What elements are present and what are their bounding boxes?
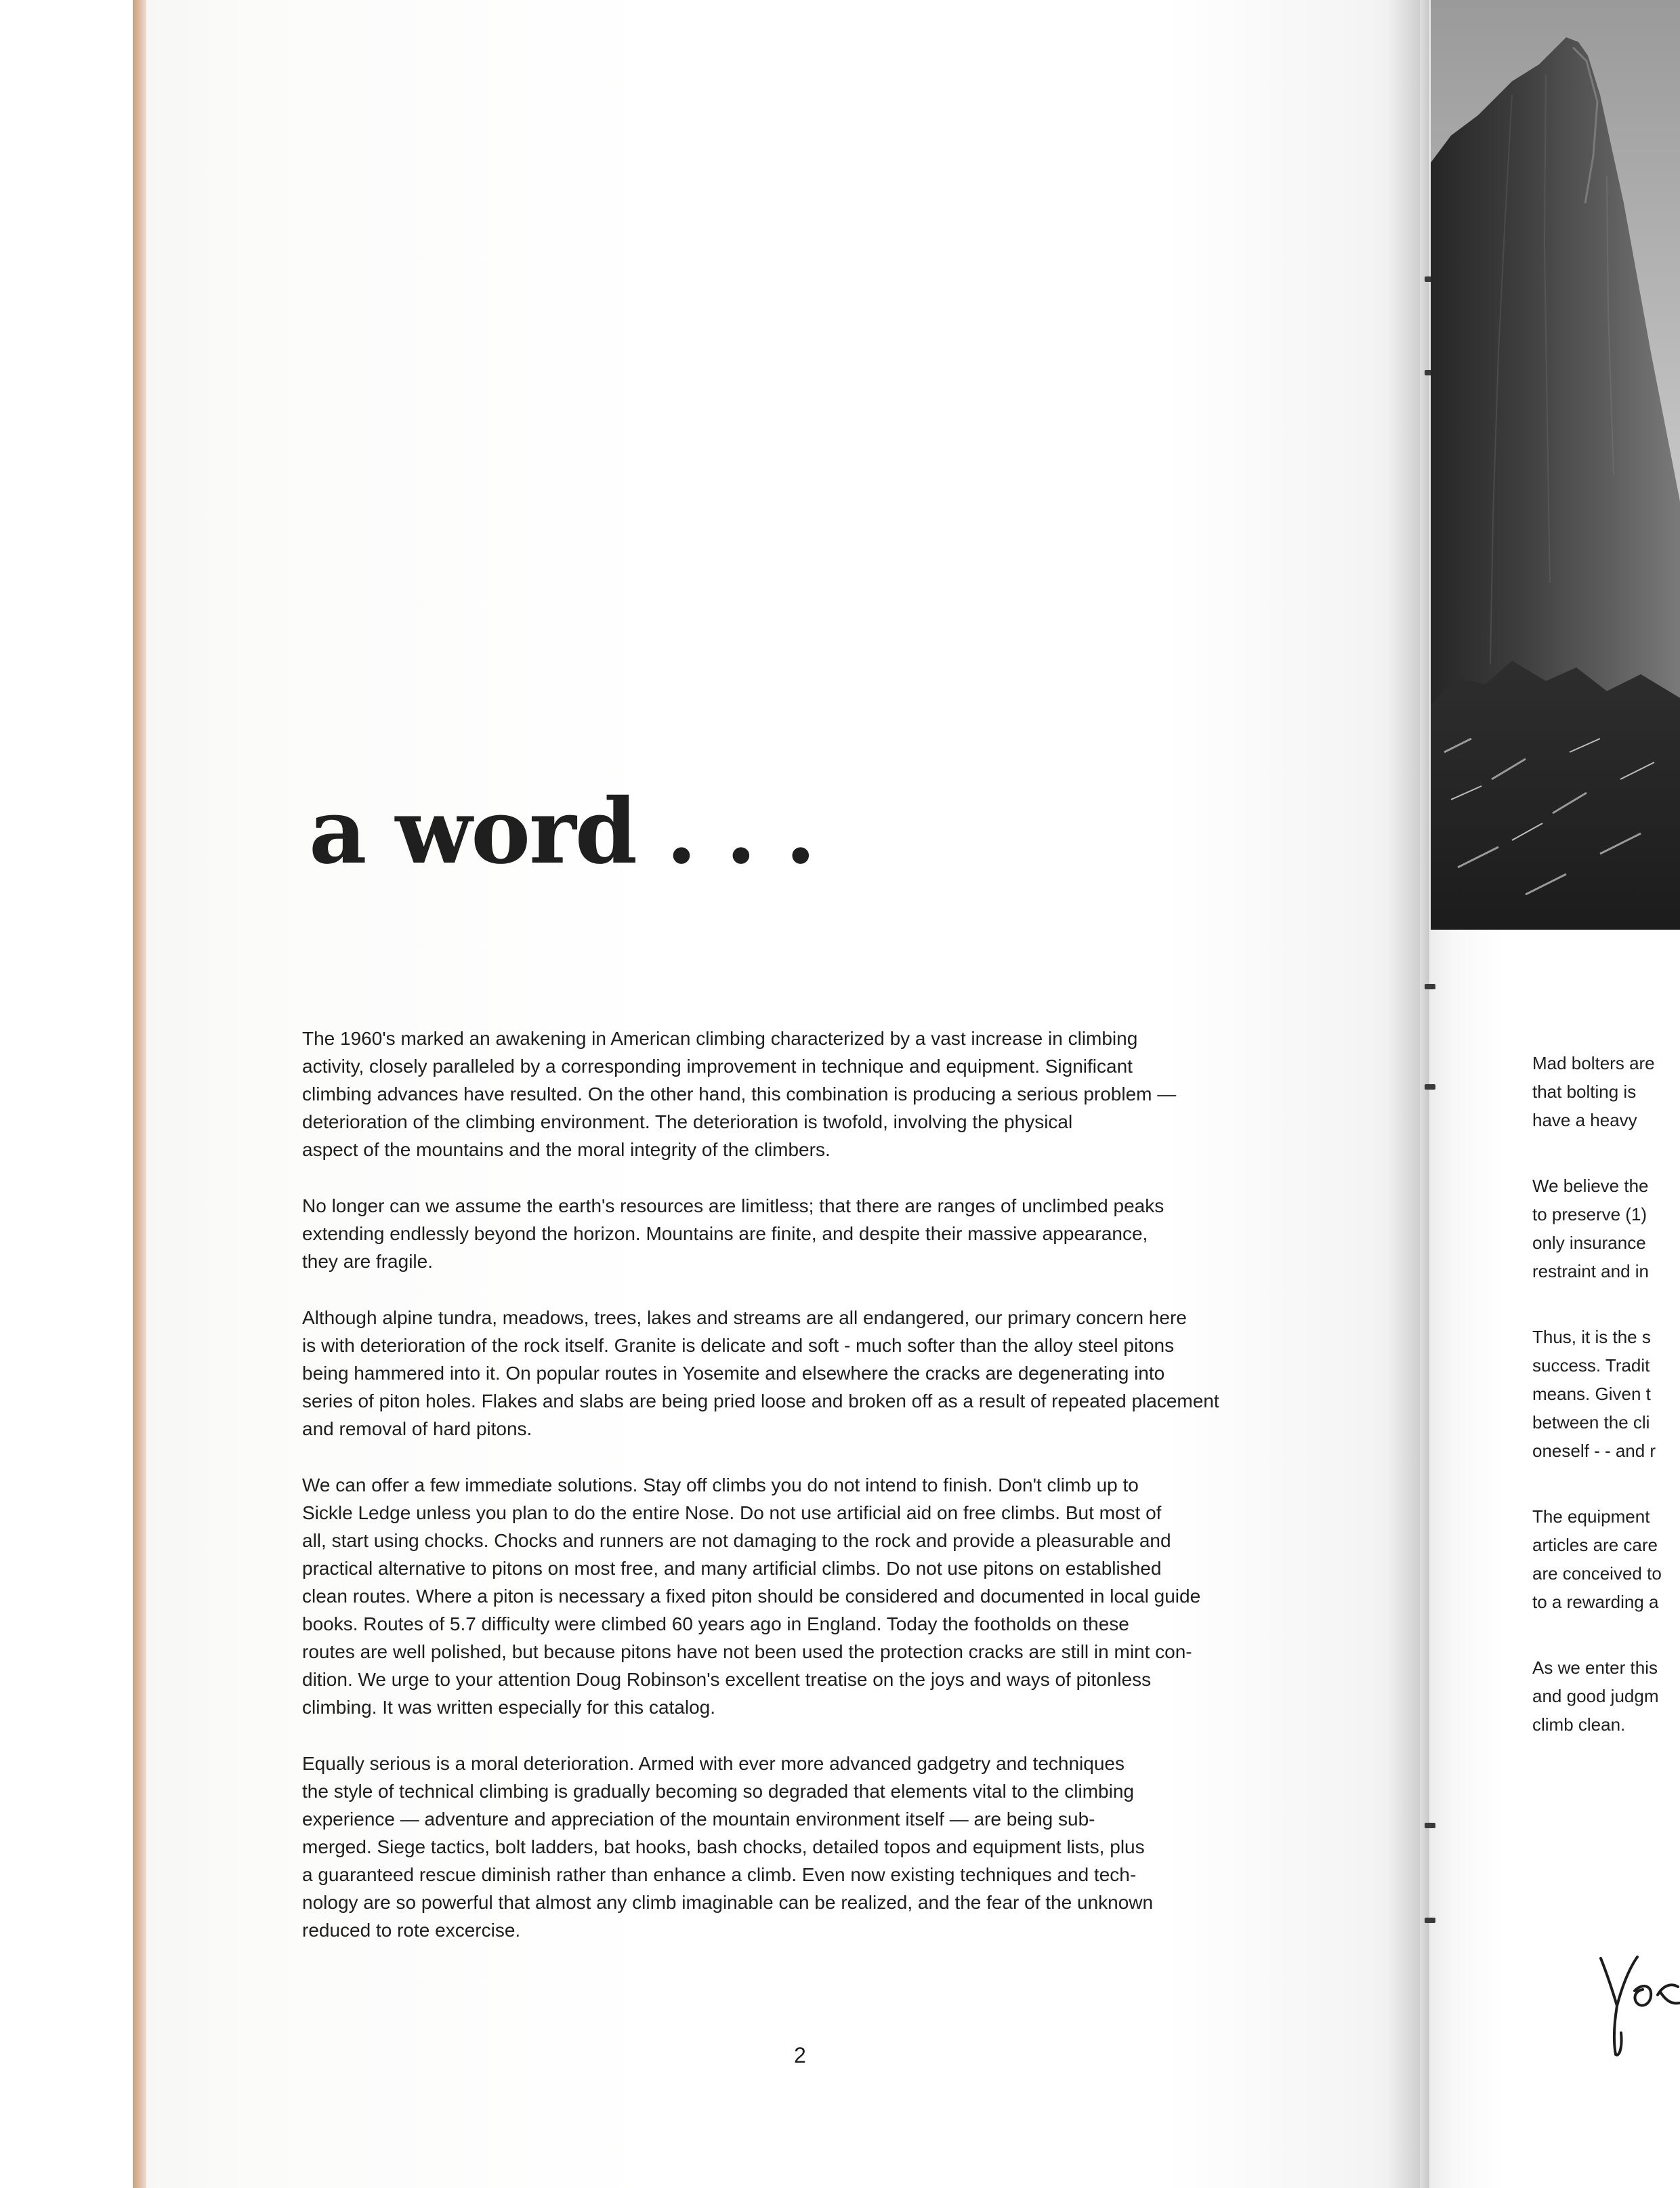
text-line: aspect of the mountains and the moral integrity of the climbers. bbox=[302, 1139, 831, 1160]
text-line: climbing. It was written especially for this catalog. bbox=[302, 1697, 716, 1718]
text-line: merged. Siege tactics, bolt ladders, bat hooks, bash chocks, detailed topos and equipment lists, plus bbox=[302, 1836, 1145, 1857]
paragraph bbox=[1532, 1172, 1680, 1285]
page-number: 2 bbox=[794, 2043, 806, 2067]
text-line: a guaranteed rescue diminish rather than enhance a climb. Even now existing techniques and tech- bbox=[302, 1864, 1137, 1885]
paragraph bbox=[1532, 1502, 1680, 1616]
text-line: and removal of hard pitons. bbox=[302, 1418, 532, 1439]
text-line: experience — adventure and appreciation of the mountain environment itself — are being sub- bbox=[302, 1809, 1095, 1830]
text-line: practical alternative to pitons on most free, and many artificial climbs. Do not use pitons on established bbox=[302, 1558, 1162, 1579]
text-line: Equally serious is a moral deterioration. Armed with ever more advanced gadgetry and techniques bbox=[302, 1753, 1125, 1774]
text-line: activity, closely paralleled by a corresponding improvement in technique and equipment. Significant bbox=[302, 1056, 1133, 1077]
text-line: that bolting is bbox=[1532, 1081, 1637, 1102]
text-line: articles are care bbox=[1532, 1535, 1658, 1555]
text-line: Although alpine tundra, meadows, trees, lakes and streams are all endangered, our primary concern here bbox=[302, 1307, 1187, 1328]
text-line: books. Routes of 5.7 difficulty were climbed 60 years ago in England. Today the footholds on these bbox=[302, 1613, 1129, 1634]
text-line: to a rewarding a bbox=[1532, 1592, 1659, 1612]
staple-mark bbox=[1425, 984, 1435, 989]
page-edge bbox=[133, 0, 146, 2188]
text-line: dition. We urge to your attention Doug Robinson's excellent treatise on the joys and ways of pitonless bbox=[302, 1669, 1152, 1690]
text-line: oneself - - and r bbox=[1532, 1441, 1656, 1461]
text-line: The 1960's marked an awakening in American climbing characterized by a vast increase in climbing bbox=[302, 1028, 1138, 1049]
text-line: and good judgm bbox=[1532, 1686, 1659, 1706]
paragraph bbox=[302, 1304, 1389, 1443]
text-line: reduced to rote excercise. bbox=[302, 1920, 521, 1941]
text-line: Thus, it is the s bbox=[1532, 1327, 1651, 1347]
cliff-photo bbox=[1431, 0, 1680, 930]
paragraph bbox=[1532, 1653, 1680, 1739]
text-line: We believe the bbox=[1532, 1176, 1649, 1196]
text-line: success. Tradit bbox=[1532, 1355, 1650, 1376]
text-line: routes are well polished, but because pitons have not been used the protection cracks are still in mint con- bbox=[302, 1641, 1192, 1662]
paragraph bbox=[302, 1750, 1389, 1944]
paragraph bbox=[302, 1471, 1389, 1721]
text-line: deterioration of the climbing environment. The deterioration is twofold, involving the physical bbox=[302, 1111, 1073, 1132]
text-line: nology are so powerful that almost any climb imaginable can be realized, and the fear of the unknown bbox=[302, 1892, 1154, 1913]
text-line: series of piton holes. Flakes and slabs are being pried loose and broken off as a result of repeated placement bbox=[302, 1390, 1219, 1411]
right-page-text bbox=[1532, 1049, 1680, 1776]
text-line: Mad bolters are bbox=[1532, 1053, 1655, 1073]
text-line: We can offer a few immediate solutions. Stay off climbs you do not intend to finish. Don't climb up to bbox=[302, 1474, 1139, 1495]
staple-mark bbox=[1425, 1084, 1435, 1090]
text-line: clean routes. Where a piton is necessary a fixed piton should be considered and documented in local guide bbox=[302, 1586, 1201, 1607]
paragraph bbox=[1532, 1049, 1680, 1134]
staple-mark bbox=[1425, 1918, 1435, 1923]
text-line: means. Given t bbox=[1532, 1384, 1651, 1404]
text-line: the style of technical climbing is gradually becoming so degraded that elements vital to the climbing bbox=[302, 1781, 1134, 1802]
page-gutter bbox=[1389, 0, 1429, 2188]
handwritten-signature bbox=[1595, 1938, 1680, 2060]
text-line: extending endlessly beyond the horizon. Mountains are finite, and despite their massive appearance, bbox=[302, 1223, 1148, 1244]
paragraph bbox=[302, 1025, 1389, 1163]
staple-mark bbox=[1425, 1823, 1435, 1828]
headline: a word . . . bbox=[309, 779, 815, 884]
text-line: between the cli bbox=[1532, 1412, 1650, 1432]
text-line: is with deterioration of the rock itself. Granite is delicate and soft - much softer than the alloy steel pitons bbox=[302, 1335, 1175, 1356]
text-line: have a heavy bbox=[1532, 1110, 1637, 1130]
text-line: No longer can we assume the earth's resources are limitless; that there are ranges of unclimbed peaks bbox=[302, 1195, 1164, 1216]
text-line: they are fragile. bbox=[302, 1251, 433, 1272]
article-body bbox=[302, 1025, 1389, 1973]
text-line: restraint and in bbox=[1532, 1261, 1649, 1281]
text-line: Sickle Ledge unless you plan to do the entire Nose. Do not use artificial aid on free climbs. But most of bbox=[302, 1502, 1162, 1523]
text-line: are conceived to bbox=[1532, 1563, 1662, 1584]
text-line: The equipment bbox=[1532, 1506, 1650, 1527]
text-line: climbing advances have resulted. On the other hand, this combination is producing a serious problem — bbox=[302, 1083, 1177, 1105]
text-line: being hammered into it. On popular routes in Yosemite and elsewhere the cracks are degenerating into bbox=[302, 1363, 1165, 1384]
paragraph bbox=[1532, 1323, 1680, 1465]
text-line: As we enter this bbox=[1532, 1657, 1658, 1678]
text-line: climb clean. bbox=[1532, 1714, 1626, 1735]
text-line: only insurance bbox=[1532, 1233, 1646, 1253]
text-line: to preserve (1) bbox=[1532, 1204, 1647, 1224]
paragraph bbox=[302, 1192, 1389, 1275]
text-line: all, start using chocks. Chocks and runners are not damaging to the rock and provide a pleasurable and bbox=[302, 1530, 1171, 1551]
